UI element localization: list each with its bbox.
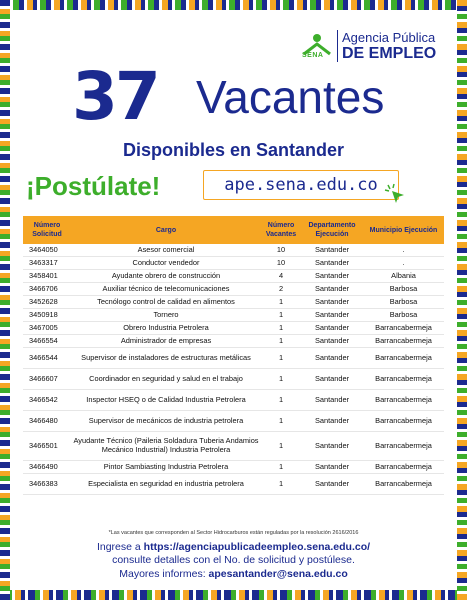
- cell-vacantes: 1: [261, 461, 301, 474]
- cell-solicitud: 3466490: [23, 461, 71, 474]
- cell-solicitud: 3466554: [23, 335, 71, 348]
- cell-municipio: Barrancabermeja: [363, 411, 444, 432]
- vacancies-word: Vacantes: [196, 71, 385, 123]
- instructions-text: [0, 541, 467, 567]
- apply-cta: ¡Postúlate!: [26, 171, 161, 201]
- cell-cargo: Ayudante obrero de construcción: [71, 270, 261, 283]
- cell-vacantes: 4: [261, 270, 301, 283]
- cell-departamento: Santander: [301, 461, 363, 474]
- cell-municipio: Barrancabermeja: [363, 390, 444, 411]
- table-row: [23, 461, 444, 474]
- regulation-note: *Las vacantes que corresponden al Sector Hidrocarburos están reguladas por la resolución 2616/2016: [108, 530, 359, 536]
- vacancies-table-wrap: [23, 216, 444, 495]
- cell-cargo: Administrador de empresas: [71, 335, 261, 348]
- cell-vacantes: 1: [261, 369, 301, 390]
- cell-departamento: Santander: [301, 309, 363, 322]
- cell-departamento: Santander: [301, 369, 363, 390]
- table-row: [23, 244, 444, 257]
- agency-logo: [300, 28, 440, 68]
- cell-cargo: Tecnólogo control de calidad en alimentos: [71, 296, 261, 309]
- cell-vacantes: 1: [261, 474, 301, 495]
- cell-cargo: Coordinador en seguridad y salud en el trabajo: [71, 369, 261, 390]
- cell-cargo: Tornero: [71, 309, 261, 322]
- table-row: [23, 348, 444, 369]
- cell-cargo: Obrero Industria Petrolera: [71, 322, 261, 335]
- website-url-box[interactable]: ape.sena.edu.co: [203, 170, 399, 200]
- contact-email-link[interactable]: apesantander@sena.edu.co: [208, 568, 348, 580]
- table-row: [23, 474, 444, 495]
- table-row: [23, 322, 444, 335]
- cell-solicitud: 3450918: [23, 309, 71, 322]
- bottom-stripe-border: [0, 590, 467, 600]
- cell-solicitud: 3464050: [23, 244, 71, 257]
- cell-municipio: Albania: [363, 270, 444, 283]
- right-stripe-border: [457, 0, 467, 600]
- cell-solicitud: 3466501: [23, 432, 71, 461]
- cell-vacantes: 10: [261, 257, 301, 270]
- cell-solicitud: 3467005: [23, 322, 71, 335]
- instructions-prefix: Ingrese a: [96, 541, 144, 553]
- page-subtitle: Disponibles en Santander: [122, 140, 345, 160]
- col-header-departamento: Departamento Ejecución: [301, 216, 363, 244]
- cell-departamento: Santander: [301, 257, 363, 270]
- table-row: [23, 283, 444, 296]
- table-row: [23, 296, 444, 309]
- cell-cargo: Asesor comercial: [71, 244, 261, 257]
- cell-departamento: Santander: [301, 411, 363, 432]
- cell-municipio: Barrancabermeja: [363, 369, 444, 390]
- table-row: [23, 309, 444, 322]
- cell-solicitud: 3466607: [23, 369, 71, 390]
- vacancies-table: [23, 216, 444, 495]
- table-row: [23, 335, 444, 348]
- sena-logo-icon: [300, 32, 334, 66]
- instructions-suffix: consulte detalles con el No. de solicitud y postúlese.: [112, 554, 355, 566]
- cell-municipio: Barrancabermeja: [363, 432, 444, 461]
- cell-municipio: Barbosa: [363, 296, 444, 309]
- cell-vacantes: 1: [261, 390, 301, 411]
- table-row: [23, 432, 444, 461]
- cell-municipio: Barrancabermeja: [363, 348, 444, 369]
- cell-vacantes: 10: [261, 244, 301, 257]
- cell-solicitud: 3466383: [23, 474, 71, 495]
- cell-departamento: Santander: [301, 432, 363, 461]
- logo-line2: DE EMPLEO: [342, 45, 437, 62]
- cell-solicitud: 3466480: [23, 411, 71, 432]
- cell-vacantes: 1: [261, 432, 301, 461]
- vacancy-count: 37: [72, 58, 158, 135]
- cell-departamento: Santander: [301, 322, 363, 335]
- cell-vacantes: 1: [261, 296, 301, 309]
- agency-website-link[interactable]: https://agenciapublicadeempleo.sena.edu.co/: [143, 541, 371, 553]
- cell-solicitud: 3466544: [23, 348, 71, 369]
- cell-cargo: Supervisor de mecánicos de industria petrolera: [71, 411, 261, 432]
- cell-municipio: Barbosa: [363, 283, 444, 296]
- contact-info: [0, 568, 467, 580]
- cell-departamento: Santander: [301, 474, 363, 495]
- table-row: [23, 369, 444, 390]
- left-stripe-border: [0, 0, 10, 600]
- cell-solicitud: 3452628: [23, 296, 71, 309]
- cell-vacantes: 2: [261, 283, 301, 296]
- logo-divider: [337, 30, 338, 62]
- logo-line1: Agencia Pública: [342, 30, 436, 45]
- table-row: [23, 390, 444, 411]
- cell-vacantes: 1: [261, 322, 301, 335]
- cell-departamento: Santander: [301, 270, 363, 283]
- col-header-vacantes: Número Vacantes: [261, 216, 301, 244]
- logo-mark-text: SENA: [302, 52, 324, 59]
- table-row: [23, 257, 444, 270]
- cursor-click-icon: [384, 183, 406, 205]
- cell-cargo: Auxiliar técnico de telecomunicaciones: [71, 283, 261, 296]
- cell-municipio: .: [363, 244, 444, 257]
- cell-departamento: Santander: [301, 390, 363, 411]
- cell-cargo: Conductor vendedor: [71, 257, 261, 270]
- table-row: [23, 411, 444, 432]
- cell-vacantes: 1: [261, 309, 301, 322]
- cell-departamento: Santander: [301, 296, 363, 309]
- cell-municipio: Barrancabermeja: [363, 335, 444, 348]
- cell-departamento: Santander: [301, 335, 363, 348]
- cell-vacantes: 1: [261, 335, 301, 348]
- top-stripe-border: [0, 0, 467, 10]
- cell-municipio: Barrancabermeja: [363, 461, 444, 474]
- cell-cargo: Pintor Sambiasting Industria Petrolera: [71, 461, 261, 474]
- col-header-municipio: Municipio Ejecución: [363, 216, 444, 244]
- cell-vacantes: 1: [261, 411, 301, 432]
- cell-municipio: Barbosa: [363, 309, 444, 322]
- cell-departamento: Santander: [301, 283, 363, 296]
- cell-departamento: Santander: [301, 244, 363, 257]
- table-header-row: [23, 216, 444, 244]
- col-header-solicitud: Número Solicitud: [23, 216, 71, 244]
- cell-municipio: Barrancabermeja: [363, 474, 444, 495]
- table-row: [23, 270, 444, 283]
- cell-cargo: Supervisor de instaladores de estructuras metálicas: [71, 348, 261, 369]
- cell-solicitud: 3463317: [23, 257, 71, 270]
- contact-prefix: Mayores informes:: [119, 568, 209, 580]
- cell-solicitud: 3466706: [23, 283, 71, 296]
- col-header-cargo: Cargo: [71, 216, 261, 244]
- cell-solicitud: 3466542: [23, 390, 71, 411]
- cell-cargo: Ayudante Técnico (Paileria Soldadura Tuberia Andamios Mecánico Industrial) Industria Petrolera: [71, 432, 261, 461]
- cell-cargo: Especialista en seguridad en industria petrolera: [71, 474, 261, 495]
- cell-departamento: Santander: [301, 348, 363, 369]
- cell-cargo: Inspector HSEQ o de Calidad Industria Petrolera: [71, 390, 261, 411]
- cell-municipio: Barrancabermeja: [363, 322, 444, 335]
- cell-solicitud: 3458401: [23, 270, 71, 283]
- cell-vacantes: 1: [261, 348, 301, 369]
- cell-municipio: .: [363, 257, 444, 270]
